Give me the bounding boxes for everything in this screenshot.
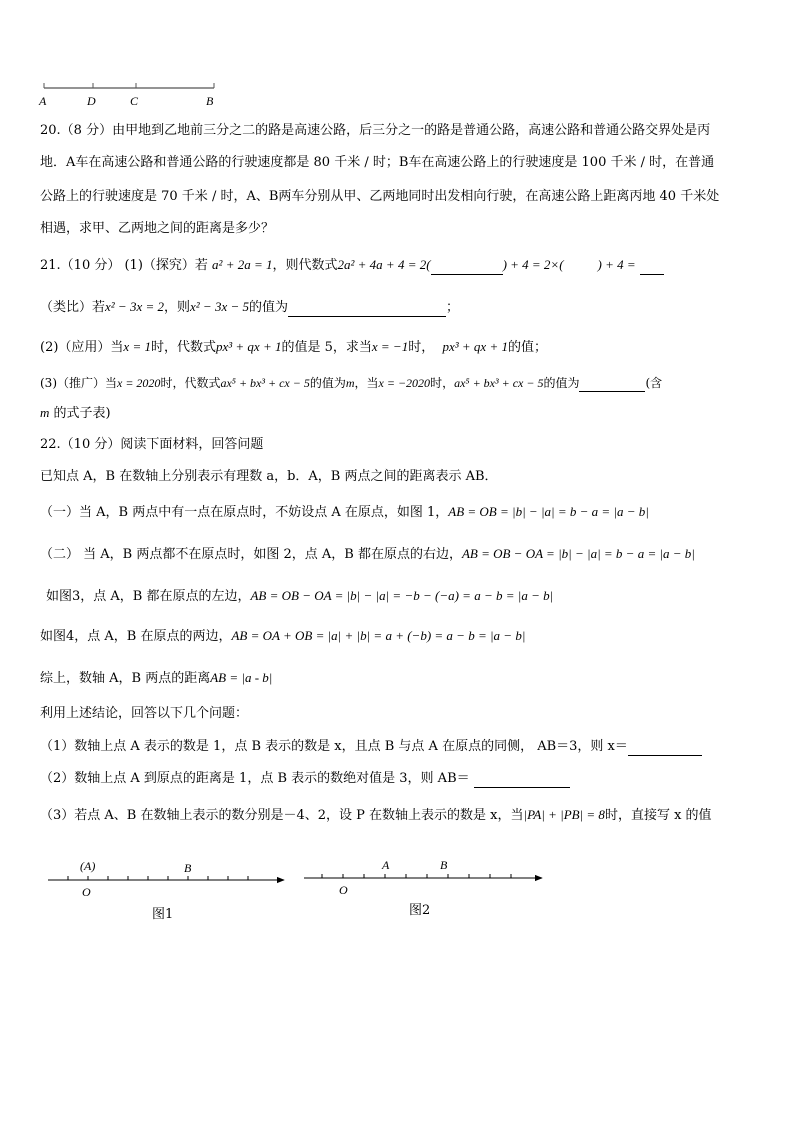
q22-p3m: |PA| + |PB| = 8 (523, 807, 605, 822)
q22-c2: （二） 当 A，B 两点都不在原点时，如图 2，点 A，B 都在原点的右边， (40, 547, 462, 562)
fig2-label-o: O (339, 883, 348, 897)
q21-line3 (40, 338, 547, 357)
q21-line5 (40, 404, 111, 423)
q21-l5a: 的式子表) (53, 406, 111, 421)
q21-l4m: x = 2020 (117, 376, 161, 390)
label-d: D (87, 94, 96, 108)
fig1-label-b: B (184, 861, 192, 875)
answer-blank-6[interactable] (474, 773, 570, 788)
q20-line1: 20.（8 分）由甲地到乙地前三分之二的路是高速公路，后三分之一的路是普通公路，高速公路和普通公路交界处是丙 (40, 123, 711, 138)
q22-case2 (40, 545, 695, 564)
q21-l2m: x² − 3x = 2 (105, 299, 164, 314)
q21-l3m3: x = −1 (371, 339, 409, 354)
q21-l2b: ，则 (164, 300, 191, 315)
label-b: B (206, 94, 214, 108)
q22-case3 (46, 587, 553, 606)
q21-l4c: 的值为 (309, 376, 346, 390)
q21-l3b: 时，代数式 (150, 340, 216, 355)
q21-l3a: (2)（应用）当 (40, 340, 124, 355)
q21-l2d: ； (446, 300, 460, 315)
q21-l3m4: px³ + qx + 1 (442, 339, 508, 354)
q22-part2 (40, 770, 570, 788)
q22-c5: 综上，数轴 A，B 两点的距离 (40, 671, 211, 686)
q21-l3d: 时， (408, 340, 435, 355)
q21-l4g: (含 (645, 376, 663, 390)
q21-l3m2: px³ + qx + 1 (215, 339, 282, 354)
q21-l3m: x = 1 (123, 339, 151, 354)
answer-blank-2[interactable] (640, 260, 664, 275)
q22-c3: 如图3，点 A，B 都在原点的左边， (46, 589, 251, 604)
q22-c1m: AB = OB = |b| − |a| = b − a = |a − b| (448, 504, 649, 519)
q22-intro: 已知点 A，B 在数轴上分别表示有理数 a，b．A，B 两点之间的距离表示 AB． (40, 469, 498, 484)
q22-c1: （一）当 A，B 两点中有一点在原点时，不妨设点 A 在原点，如图 1， (40, 505, 449, 520)
fig1-label-o: O (82, 885, 91, 899)
q22-c5m: AB = |a - b| (210, 670, 273, 685)
q21-l4m5: ax⁵ + bx³ + cx − 5 (454, 376, 544, 390)
figure-1-caption: 图1 (152, 907, 174, 922)
q22-c2m: AB = OB − OA = |b| − |a| = b − a = |a − b| (461, 546, 695, 561)
q21-l3c: 的值是 5，求当 (281, 340, 372, 355)
fig2-label-b: B (440, 858, 448, 872)
q22-p2: （2）数轴上点 A 到原点的距离是 1，点 B 表示的数绝对值是 3，则 AB＝ (40, 771, 470, 786)
segment-figure (36, 80, 226, 110)
q21-l1b: ，则代数式 (272, 258, 338, 273)
q22-title: 22.（10 分）阅读下面材料，回答问题 (40, 437, 264, 452)
q22-p3b: 时，直接写 x 的值 (604, 808, 712, 823)
number-line-figure-1 (44, 852, 294, 902)
q21-line1 (40, 256, 664, 275)
q21-line4 (40, 374, 662, 392)
q21-l4e: 时， (430, 376, 455, 390)
answer-blank-1[interactable] (431, 260, 503, 275)
fig2-label-a: A (382, 858, 390, 872)
q21-l2c: 的值为 (249, 300, 289, 315)
label-a: A (39, 94, 47, 108)
q21-line2 (40, 298, 459, 317)
q22-case4 (40, 627, 525, 646)
q22-part1 (40, 738, 702, 756)
q21-l4f: 的值为 (543, 376, 580, 390)
q22-part3 (40, 806, 712, 825)
q22-summary (40, 669, 272, 688)
fig1-label-a: (A) (80, 859, 96, 873)
q22-use: 利用上述结论，回答以下几个问题： (40, 706, 249, 721)
q21-l2a: （类比）若 (40, 300, 106, 315)
q22-c3m: AB = OB − OA = |b| − |a| = −b − (−a) = a − b = |a − b| (250, 588, 554, 603)
answer-blank-5[interactable] (628, 741, 702, 756)
q22-c4m: AB = OA + OB = |a| + |b| = a + (−b) = a − b = |a − b| (231, 628, 526, 643)
figure-2-caption: 图2 (409, 903, 431, 918)
q21-l5m: m (40, 405, 50, 420)
answer-blank-4[interactable] (579, 377, 645, 392)
q20-line2: 地．A车在高速公路和普通公路的行驶速度都是 80 千米 / 时；B车在高速公路上的行驶速度是 100 千米 / 时，在普通 (40, 155, 715, 170)
q22-case1 (40, 503, 649, 522)
q22-p3: （3）若点 A、B 在数轴上表示的数分别是－4、2，设 P 在数轴上表示的数是 x，当 (40, 808, 524, 823)
q20-line3: 公路上的行驶速度是 70 千米 / 时，A、B两车分别从甲、乙两地同时出发相向行驶，在高速公路上距离丙地 40 千米处 (40, 189, 720, 204)
q21-l4m2: ax⁵ + bx³ + cx − 5 (220, 376, 310, 390)
q22-p1: （1）数轴上点 A 表示的数是 1，点 B 表示的数是 x，且点 B 与点 A 在原点的同侧， AB＝3，则 x＝ (40, 739, 628, 754)
q21-l1c: ) + 4 = 2×( (502, 257, 564, 272)
q21-l3e: 的值； (507, 340, 547, 355)
q20-line4: 相遇，求甲、乙两地之间的距离是多少？ (40, 221, 275, 236)
q21-l4b: 时，代数式 (160, 376, 221, 390)
q21-l1a: 21.（10 分） (1)（探究）若 (40, 258, 208, 273)
q21-l1d: ) + 4 = (597, 257, 636, 272)
q21-l4m4: x = −2020 (378, 376, 431, 390)
label-c: C (130, 94, 139, 108)
q21-l1m2: 2a² + 4a + 4 = 2( (337, 257, 431, 272)
q21-l1m: a² + 2a = 1 (212, 257, 273, 272)
answer-blank-3[interactable] (288, 302, 446, 317)
number-line-figure-2 (300, 852, 550, 902)
q21-l4a: (3)（推广）当 (40, 376, 117, 390)
q21-l4m3: m (345, 376, 355, 390)
q21-l2m2: x² − 3x − 5 (190, 299, 249, 314)
q21-l4d: ，当 (354, 376, 379, 390)
q22-c4: 如图4，点 A，B 在原点的两边， (40, 629, 232, 644)
